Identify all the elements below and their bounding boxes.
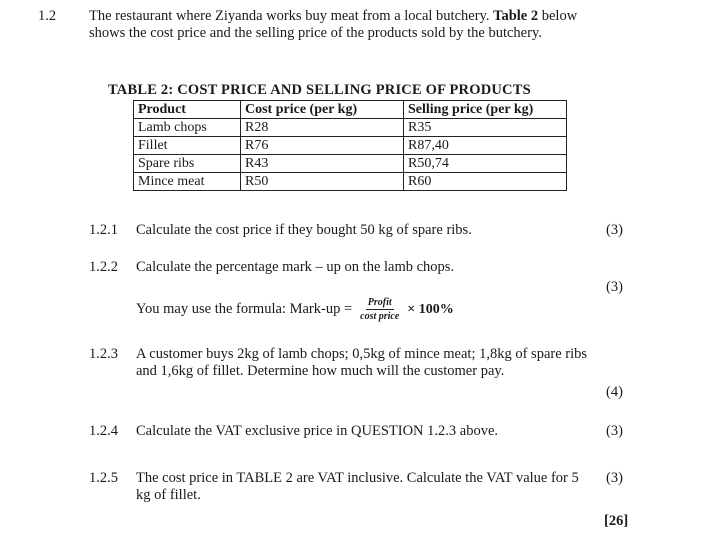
- table-row: [134, 155, 567, 173]
- cell-cost: R43: [241, 155, 404, 173]
- table-header-row: [134, 101, 567, 119]
- cell-cost: R28: [241, 119, 404, 137]
- subquestion-number: 1.2.3: [89, 346, 118, 362]
- cell-product: Spare ribs: [134, 155, 241, 173]
- subquestion-text: Calculate the percentage mark – up on the lamb chops.: [136, 259, 455, 275]
- markup-formula: [136, 297, 454, 322]
- intro-text: The restaurant where Ziyanda works buy meat from a local butchery.: [89, 8, 494, 24]
- header-product: Product: [134, 101, 241, 119]
- question-intro: [89, 8, 589, 42]
- subquestion-text: A customer buys 2kg of lamb chops; 0,5kg of mince meat; 1,8kg of spare ribs and 1,6kg of fillet. Determine how much will the customer pay.: [136, 346, 588, 379]
- table-row: [134, 173, 567, 191]
- formula-numerator: Profit: [367, 297, 392, 308]
- subquestion-marks: (3): [606, 222, 623, 238]
- subquestion-number: 1.2.5: [89, 470, 118, 486]
- header-cost-price: Cost price (per kg): [241, 101, 404, 119]
- cell-product: Lamb chops: [134, 119, 241, 137]
- intro-text-rest: below shows the cost price and the selling price of the products sold by the butchery.: [89, 8, 578, 41]
- cell-selling: R60: [404, 173, 567, 191]
- cell-product: Fillet: [134, 137, 241, 155]
- price-table: [133, 100, 567, 191]
- subquestion-text: Calculate the VAT exclusive price in QUESTION 1.2.3 above.: [136, 423, 499, 439]
- formula-fraction: [360, 297, 399, 322]
- cell-cost: R50: [241, 173, 404, 191]
- table-title: TABLE 2: COST PRICE AND SELLING PRICE OF PRODUCTS: [108, 82, 531, 98]
- subquestion-number: 1.2.2: [89, 259, 118, 275]
- subquestion-text: The cost price in TABLE 2 are VAT inclusive. Calculate the VAT value for 5 kg of fillet.: [136, 470, 579, 503]
- subquestion-marks: (3): [606, 470, 623, 486]
- table-row: [134, 137, 567, 155]
- table-row: [134, 119, 567, 137]
- formula-prefix: You may use the formula: Mark-up =: [136, 301, 353, 317]
- question-number: 1.2: [38, 8, 57, 24]
- subquestion-number: 1.2.1: [89, 222, 118, 238]
- cell-selling: R35: [404, 119, 567, 137]
- subquestion-marks: (3): [606, 279, 623, 295]
- formula-suffix: × 100%: [407, 301, 454, 317]
- formula-denominator: cost price: [360, 311, 400, 322]
- intro-table-ref: Table 2: [493, 8, 539, 24]
- cell-product: Mince meat: [134, 173, 241, 191]
- subquestion-number: 1.2.4: [89, 423, 118, 439]
- cell-selling: R50,74: [404, 155, 567, 173]
- cell-selling: R87,40: [404, 137, 567, 155]
- subquestion-marks: (3): [606, 423, 623, 439]
- subquestion-marks: (4): [606, 384, 623, 400]
- total-marks: [26]: [604, 513, 629, 529]
- header-selling-price: Selling price (per kg): [404, 101, 567, 119]
- subquestion-text: Calculate the cost price if they bought 50 kg of spare ribs.: [136, 222, 472, 238]
- cell-cost: R76: [241, 137, 404, 155]
